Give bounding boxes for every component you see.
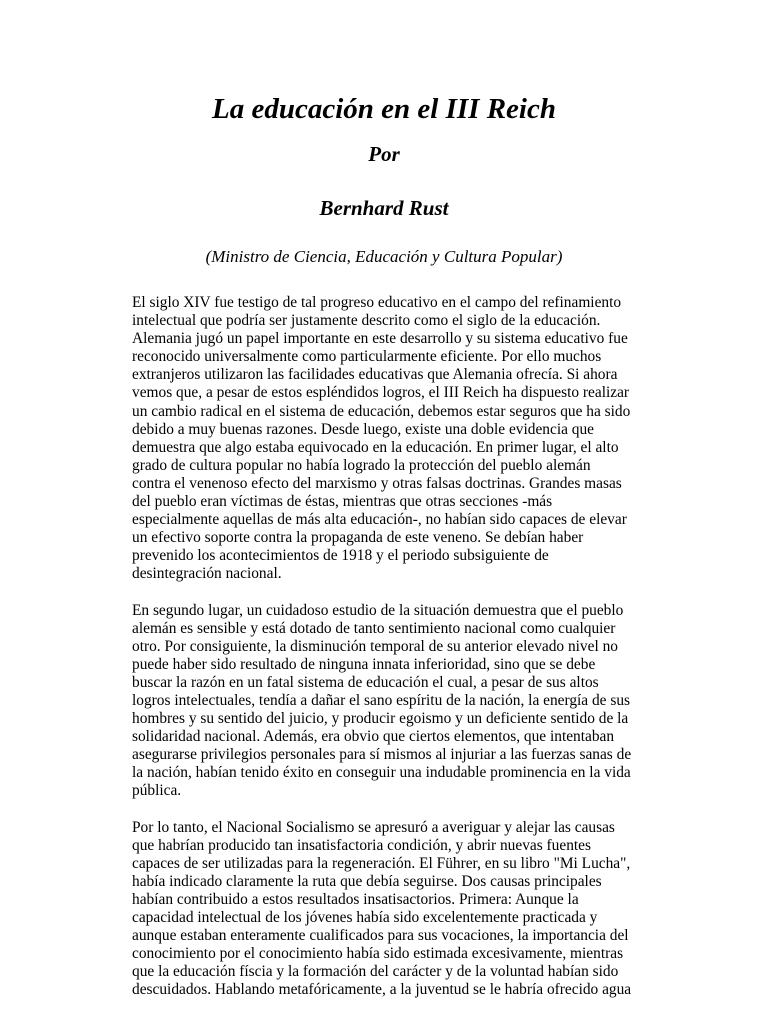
byline-label: Por xyxy=(368,142,400,166)
paragraph-line: reconocido universalmente como particularmente eficiente. Por ello muchos xyxy=(132,348,602,366)
body-paragraph xyxy=(132,294,652,584)
paragraph-line: habían contribuido a estos resultados insatisactorios. Primera: Aunque la xyxy=(132,890,579,908)
paragraph-line: hombres y su sentido del juicio, y producir egoismo y un deficiente sentido de la xyxy=(132,710,629,728)
author-role: (Ministro de Ciencia, Educación y Cultura Popular) xyxy=(205,247,563,266)
paragraph-line: asegurarse privilegios personales para sí mismos al injuriar a las fuerzas sanas de xyxy=(132,746,632,764)
document-body xyxy=(132,294,652,1017)
paragraph-line: la nación, habían tenido éxito en conseguir una indudable prominencia en la vida xyxy=(132,764,631,782)
paragraph-line: había indicado claramente la ruta que debía seguirse. Dos causas principales xyxy=(132,872,602,890)
paragraph-line: alemán es sensible y está dotado de tanto sentimiento nacional como cualquier xyxy=(132,619,616,637)
paragraph-line: solidaridad nacional. Además, era obvio que ciertos elementos, que intentaban xyxy=(132,728,615,746)
paragraph-line: vemos que, a pesar de estos espléndidos logros, el III Reich ha dispuesto realizar xyxy=(132,384,630,402)
paragraph-line: desintegración nacional. xyxy=(132,565,282,583)
paragraph-line: pública. xyxy=(132,782,182,800)
paragraph-line: contra el venenoso efecto del marxismo y otras falsas doctrinas. Grandes masas xyxy=(132,474,622,492)
paragraph-line: que habrían producido tan insatisfactoria condición, y abrir nuevas fuentes xyxy=(132,836,591,854)
paragraph-line: puede haber sido resultado de ninguna innata inferioridad, sino que se debe xyxy=(132,655,596,673)
paragraph-line: capacidad intelectual de los jóvenes había sido excelentemente practicada y xyxy=(132,909,598,926)
paragraph-line: un cambio radical en el sistema de educación, debemos estar seguros que ha sido xyxy=(132,402,631,420)
paragraph-line: grado de cultura popular no había logrado la protección del pueblo alemán xyxy=(132,456,591,474)
body-paragraph xyxy=(132,602,652,801)
paragraph-line: logros intelectuales, tendía a dañar el sano espíritu de la nación, la energía de sus xyxy=(132,691,631,709)
paragraph-line: extranjeros utilizaron las facilidades educativas que Alemania ofrecía. Si ahora xyxy=(132,366,618,384)
paragraph-line: un efectivo soporte contra la propaganda de este veneno. Se debían haber xyxy=(132,529,584,547)
paragraph-line: otro. Por consiguiente, la disminución temporal de su anterior elevado nivel no xyxy=(132,637,618,655)
body-paragraph xyxy=(132,819,652,1000)
paragraph-line: conocimiento por el conocimiento había sido estimada excesivamente, mientras xyxy=(132,945,624,963)
paragraph-line: Por lo tanto, el Nacional Socialismo se apresuró a averiguar y alejar las causas xyxy=(132,818,615,836)
paragraph-line: buscar la razón en un fatal sistema de educación el cual, a pesar de sus altos xyxy=(132,673,599,691)
paragraph-line: intelectual que podría ser justamente descrito como el siglo de la educación. xyxy=(132,312,601,330)
paragraph-line: El siglo XIV fue testigo de tal progreso educativo en el campo del refinamiento xyxy=(132,294,622,311)
paragraph-line: especialmente aquellas de más alta educación-, no habían sido capaces de elevar xyxy=(132,511,627,529)
paragraph-line: que la educación físcia y la formación del carácter y de la voluntad habían sido xyxy=(132,963,619,981)
paragraph-line: demuestra que algo estaba equivocado en la educación. En primer lugar, el alto xyxy=(132,438,619,456)
author-name: Bernhard Rust xyxy=(319,196,449,220)
paragraph-line: En segundo lugar, un cuidadoso estudio de la situación demuestra que el pueblo xyxy=(132,601,624,619)
paragraph-line: capaces de ser utilizadas para la regeneración. El Führer, en su libro "Mi Lucha", xyxy=(132,854,631,872)
paragraph-line: aunque estaban enteramente cualificados para sus vocaciones, la importancia del xyxy=(132,927,629,945)
paragraph-line: debido a muy buenas razones. Desde luego, existe una doble evidencia que xyxy=(132,420,594,438)
paragraph-line: descuidados. Hablando metafóricamente, a la juventud se le habría ofrecido agua xyxy=(132,981,632,999)
document-title: La educación en el III Reich xyxy=(212,93,556,125)
paragraph-line: del pueblo eran víctimas de éstas, mientras que otras secciones -más xyxy=(132,493,553,511)
paragraph-line: Alemania jugó un papel importante en este desarrollo y su sistema educativo fue xyxy=(132,330,628,348)
paragraph-line: prevenido los acontecimientos de 1918 y el periodo subsiguiente de xyxy=(132,547,549,565)
